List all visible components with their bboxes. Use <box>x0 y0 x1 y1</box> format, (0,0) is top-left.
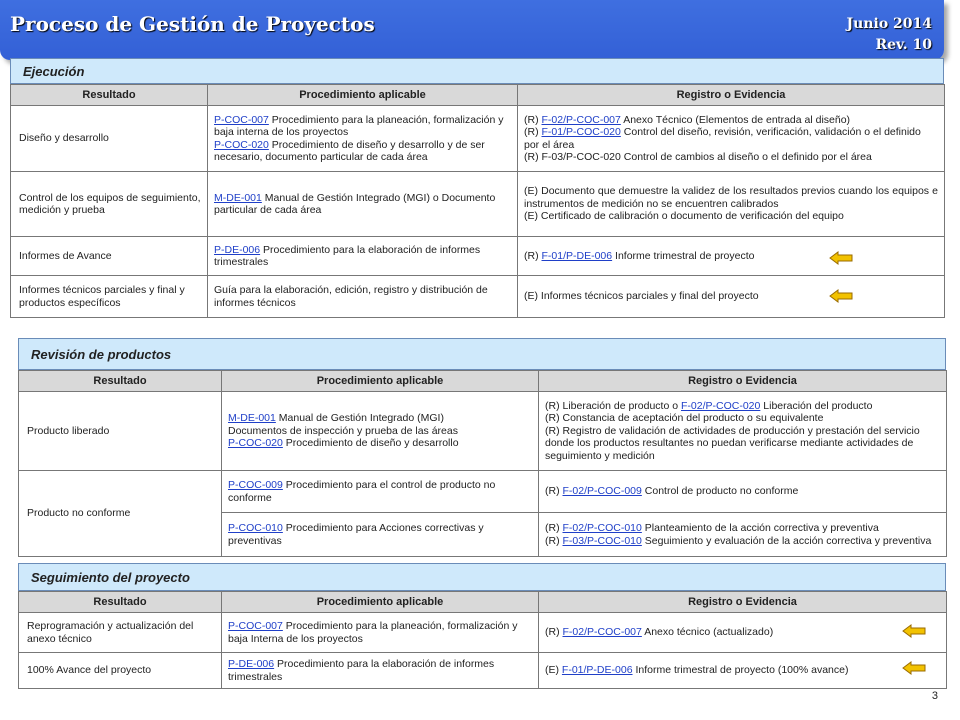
record-description: Control del diseño, revisión, verificación, validación o el definido por el área <box>524 126 921 151</box>
record-prefix: (R) <box>545 522 563 534</box>
revision-section <box>18 338 946 557</box>
record-prefix: (R) <box>524 126 542 138</box>
record-description: Liberación del producto <box>760 399 873 412</box>
seguimiento-table <box>18 591 947 689</box>
seguimiento-section <box>18 563 946 689</box>
record-description: Control de producto no conforme <box>641 485 799 498</box>
procedimiento-cell <box>222 513 539 557</box>
registro-cell <box>518 106 945 172</box>
form-link[interactable]: F-02/P-COC-009 <box>562 485 642 498</box>
section-title: Revisión de productos <box>18 338 946 370</box>
doc-link[interactable]: P-COC-020 <box>228 437 283 450</box>
doc-link[interactable]: M-DE-001 <box>214 191 262 204</box>
form-link[interactable]: F-02/P-COC-020 <box>681 399 761 412</box>
resultado-cell: Reprogramación y actualización del anexo técnico <box>19 613 222 653</box>
record-line: (E) Certificado de calibración o documento de verificación del equipo <box>524 210 844 223</box>
doc-link[interactable]: P-COC-010 <box>228 522 283 534</box>
record-line: (R) Constancia de aceptación del producto o su equivalente <box>545 412 824 425</box>
registro-cell <box>539 653 947 689</box>
yellow-left-arrow-icon <box>829 289 853 303</box>
doc-link[interactable]: P-DE-006 <box>228 658 275 670</box>
registro-cell <box>539 471 947 513</box>
doc-line: Documentos de inspección y prueba de las áreas <box>228 424 458 437</box>
registro-cell <box>518 237 945 276</box>
resultado-cell: Diseño y desarrollo <box>11 106 208 172</box>
col-resultado: Resultado <box>19 592 222 613</box>
ejecucion-section <box>10 58 944 318</box>
date-label: Junio 2014 <box>846 16 932 32</box>
col-procedimiento: Procedimiento aplicable <box>222 371 539 392</box>
doc-link[interactable]: M-DE-001 <box>228 412 276 425</box>
section-title: Ejecución <box>10 58 944 84</box>
doc-description: Manual de Gestión Integrado (MGI) <box>275 412 444 425</box>
form-link[interactable]: F-02/P-COC-007 <box>541 113 621 126</box>
doc-link[interactable]: P-COC-007 <box>228 620 283 632</box>
col-registro: Registro o Evidencia <box>539 371 947 392</box>
resultado-cell: Informes técnicos parciales y final y productos específicos <box>11 276 208 318</box>
procedimiento-cell <box>208 172 518 237</box>
doc-description: Procedimiento para la planeación, formalización y baja Interna de los proyectos <box>228 620 518 645</box>
record-description: Informe trimestral de proyecto <box>612 249 755 262</box>
doc-description: Procedimiento para la elaboración de informes trimestrales <box>228 658 495 683</box>
resultado-cell: Control de los equipos de seguimiento, medición y prueba <box>11 172 208 237</box>
record-prefix: (E) <box>545 664 562 677</box>
record-description: Planteamiento de la acción correctiva y preventiva <box>641 522 879 534</box>
procedimiento-cell: Guía para la elaboración, edición, registro y distribución de informes técnicos <box>208 276 518 318</box>
resultado-cell: Informes de Avance <box>11 237 208 276</box>
registro-cell <box>539 613 947 653</box>
doc-description: Procedimiento de diseño y desarrollo <box>282 437 459 450</box>
form-link[interactable]: F-02/P-COC-010 <box>562 522 642 534</box>
table-row <box>11 106 945 172</box>
registro-cell <box>539 392 947 471</box>
table-header-row <box>11 85 945 106</box>
procedimiento-cell <box>222 471 539 513</box>
table-row <box>19 613 947 653</box>
registro-cell: (E) Informes técnicos parciales y final del proyecto <box>518 276 945 318</box>
table-row <box>11 276 945 318</box>
procedimiento-cell <box>208 237 518 276</box>
col-registro: Registro o Evidencia <box>518 85 945 106</box>
record-prefix: (R) <box>545 626 563 639</box>
doc-link[interactable]: P-DE-006 <box>214 243 261 256</box>
record-line: (E) Documento que demuestre la validez de los resultados previos cuando los equipos e instrumentos de medición no se encuentren calibrados <box>524 185 938 210</box>
table-header-row <box>19 371 947 392</box>
doc-description: Procedimiento para el control de producto no conforme <box>228 479 496 504</box>
record-prefix: (R) <box>545 485 563 498</box>
registro-cell <box>518 172 945 237</box>
table-header-row <box>19 592 947 613</box>
col-procedimiento: Procedimiento aplicable <box>222 592 539 613</box>
doc-link[interactable]: P-COC-007 <box>214 113 269 126</box>
resultado-cell: Producto liberado <box>19 392 222 471</box>
form-link[interactable]: F-01/P-DE-006 <box>541 249 613 262</box>
doc-description: Procedimiento de diseño y desarrollo y de ser necesario, documento particular de cada área <box>214 138 485 163</box>
record-prefix: (R) <box>545 534 563 547</box>
revision-label: Rev. 10 <box>875 37 932 53</box>
section-title: Seguimiento del proyecto <box>18 563 946 591</box>
record-prefix: (R) <box>524 113 542 126</box>
doc-link[interactable]: P-COC-020 <box>214 138 269 151</box>
registro-cell <box>539 513 947 557</box>
record-line: (R) Registro de validación de actividades de producción y prestación del servicio donde los productos resultantes no puedan verificarse mediante actividades de seguimiento y medición <box>545 424 920 462</box>
yellow-left-arrow-icon <box>902 661 926 675</box>
record-description: Informe trimestral de proyecto (100% avance) <box>632 664 849 677</box>
doc-description: Procedimiento para la elaboración de informes trimestrales <box>214 243 481 268</box>
doc-link[interactable]: P-COC-009 <box>228 479 283 491</box>
resultado-cell: 100% Avance del proyecto <box>19 653 222 689</box>
doc-description: Procedimiento para Acciones correctivas y preventivas <box>228 522 484 547</box>
yellow-left-arrow-icon <box>829 251 853 265</box>
procedimiento-cell <box>222 392 539 471</box>
table-row <box>19 471 947 513</box>
record-description: Seguimiento y evaluación de la acción correctiva y preventiva <box>641 534 932 547</box>
page-number: 3 <box>931 690 938 702</box>
doc-description: Manual de Gestión Integrado (MGI) o Documento particular de cada área <box>214 191 496 216</box>
page-title: Proceso de Gestión de Proyectos <box>10 12 375 36</box>
record-line: (R) F-03/P-COC-020 Control de cambios al diseño o el definido por el área <box>524 151 872 163</box>
title-banner <box>0 0 944 60</box>
record-prefix: (R) <box>524 249 542 262</box>
form-link[interactable]: F-01/P-COC-020 <box>541 126 621 138</box>
resultado-cell: Producto no conforme <box>19 471 222 557</box>
table-row <box>11 237 945 276</box>
table-row <box>19 653 947 689</box>
form-link[interactable]: F-01/P-DE-006 <box>561 664 633 677</box>
ejecucion-table <box>10 84 945 318</box>
procedimiento-cell <box>222 613 539 653</box>
yellow-left-arrow-icon <box>902 624 926 638</box>
table-row <box>11 172 945 237</box>
col-procedimiento: Procedimiento aplicable <box>208 85 518 106</box>
procedimiento-cell <box>222 653 539 689</box>
record-prefix: (R) Liberación de producto o <box>545 399 681 412</box>
record-description: Anexo técnico (actualizado) <box>641 626 774 639</box>
record-description: Anexo Técnico (Elementos de entrada al diseño) <box>620 113 851 126</box>
procedimiento-cell <box>208 106 518 172</box>
revision-table <box>18 370 947 557</box>
doc-description: Procedimiento para la planeación, formalización y baja interna de los proyectos <box>214 113 504 138</box>
col-registro: Registro o Evidencia <box>539 592 947 613</box>
col-resultado: Resultado <box>19 371 222 392</box>
form-link[interactable]: F-03/P-COC-010 <box>562 534 642 547</box>
table-row <box>19 392 947 471</box>
col-resultado: Resultado <box>11 85 208 106</box>
form-link[interactable]: F-02/P-COC-007 <box>562 626 642 639</box>
